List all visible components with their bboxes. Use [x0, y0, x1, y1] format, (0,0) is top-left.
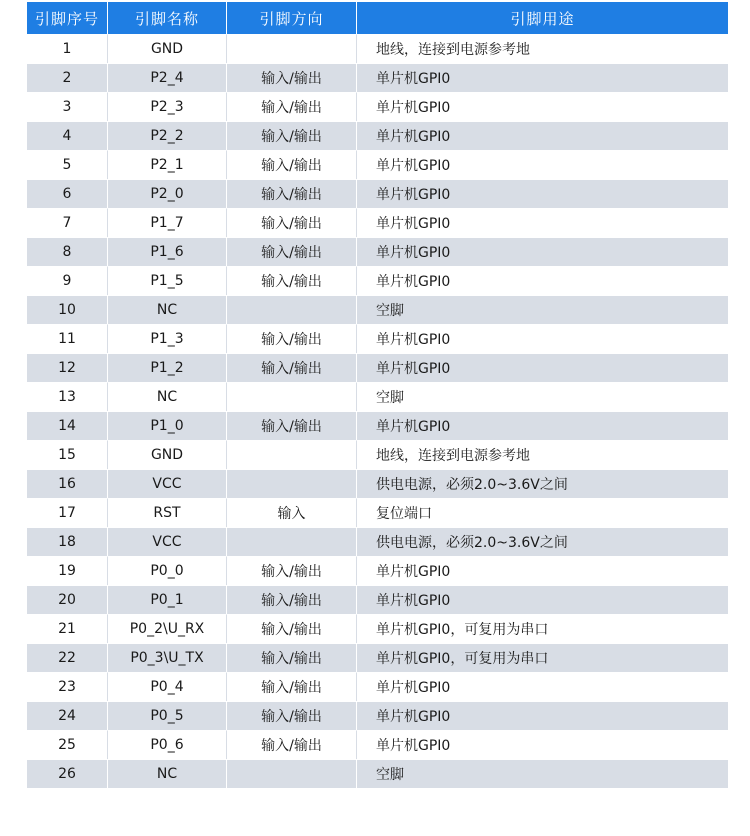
table-row	[27, 585, 728, 614]
table-header	[27, 2, 728, 34]
pin-name-cell: P0_0	[108, 556, 227, 585]
pin-number-cell: 1	[27, 34, 108, 63]
table-row	[27, 179, 728, 208]
pin-usage-cell: 单片机GPI0	[357, 63, 728, 92]
table-row	[27, 208, 728, 237]
pin-usage-cell: 空脚	[357, 295, 728, 324]
pin-name-cell: P1_2	[108, 353, 227, 382]
pin-direction-cell	[227, 34, 357, 63]
pin-name-cell: P1_0	[108, 411, 227, 440]
pin-direction-cell	[227, 295, 357, 324]
pin-usage-cell: 单片机GPI0	[357, 353, 728, 382]
pin-name-cell: P2_1	[108, 150, 227, 179]
pin-number-cell: 21	[27, 614, 108, 643]
pin-direction-cell: 输入/输出	[227, 730, 357, 759]
pin-usage-cell: 地线，连接到电源参考地	[357, 440, 728, 469]
header-row	[27, 2, 728, 34]
pin-number-cell: 17	[27, 498, 108, 527]
pin-usage-cell: 空脚	[357, 759, 728, 788]
pin-number-cell: 23	[27, 672, 108, 701]
pin-usage-cell: 单片机GPI0	[357, 730, 728, 759]
table-row	[27, 353, 728, 382]
table-row	[27, 643, 728, 672]
pin-usage-cell: 单片机GPI0	[357, 150, 728, 179]
pin-name-cell: P2_3	[108, 92, 227, 121]
pin-number-cell: 8	[27, 237, 108, 266]
pin-direction-cell: 输入/输出	[227, 150, 357, 179]
pin-usage-cell: 单片机GPI0，可复用为串口	[357, 614, 728, 643]
pin-name-cell: P0_6	[108, 730, 227, 759]
pin-direction-cell: 输入/输出	[227, 353, 357, 382]
table-row	[27, 759, 728, 788]
table-row	[27, 411, 728, 440]
pin-number-cell: 12	[27, 353, 108, 382]
pin-number-cell: 19	[27, 556, 108, 585]
pin-number-cell: 14	[27, 411, 108, 440]
pin-direction-cell: 输入/输出	[227, 585, 357, 614]
table-row	[27, 382, 728, 411]
pin-number-cell: 26	[27, 759, 108, 788]
pin-number-cell: 5	[27, 150, 108, 179]
pin-usage-cell: 单片机GPI0	[357, 672, 728, 701]
header-pin-usage: 引脚用途	[357, 2, 728, 34]
pin-name-cell: P1_7	[108, 208, 227, 237]
pin-name-cell: GND	[108, 440, 227, 469]
table-row	[27, 730, 728, 759]
pin-direction-cell	[227, 759, 357, 788]
pin-name-cell: P1_5	[108, 266, 227, 295]
pin-name-cell: P1_3	[108, 324, 227, 353]
pin-name-cell: P0_5	[108, 701, 227, 730]
pin-number-cell: 13	[27, 382, 108, 411]
table-row	[27, 266, 728, 295]
pin-usage-cell: 单片机GPI0	[357, 266, 728, 295]
pin-usage-cell: 单片机GPI0	[357, 179, 728, 208]
table-row	[27, 150, 728, 179]
pin-direction-cell: 输入	[227, 498, 357, 527]
pin-name-cell: P0_1	[108, 585, 227, 614]
pin-direction-cell: 输入/输出	[227, 92, 357, 121]
pin-direction-cell: 输入/输出	[227, 324, 357, 353]
pin-usage-cell: 供电电源，必须2.0~3.6V之间	[357, 527, 728, 556]
pin-direction-cell: 输入/输出	[227, 701, 357, 730]
pin-direction-cell: 输入/输出	[227, 63, 357, 92]
pin-number-cell: 22	[27, 643, 108, 672]
table-row	[27, 469, 728, 498]
table-row	[27, 324, 728, 353]
pin-definition-table	[27, 2, 728, 788]
pin-number-cell: 20	[27, 585, 108, 614]
pin-number-cell: 16	[27, 469, 108, 498]
pin-usage-cell: 空脚	[357, 382, 728, 411]
pin-direction-cell: 输入/输出	[227, 266, 357, 295]
pin-direction-cell: 输入/输出	[227, 179, 357, 208]
pin-usage-cell: 单片机GPI0	[357, 121, 728, 150]
pin-usage-cell: 单片机GPI0	[357, 585, 728, 614]
pin-usage-cell: 单片机GPI0	[357, 556, 728, 585]
pin-name-cell: P0_4	[108, 672, 227, 701]
pin-name-cell: VCC	[108, 469, 227, 498]
pin-usage-cell: 单片机GPI0	[357, 208, 728, 237]
pin-number-cell: 3	[27, 92, 108, 121]
pin-direction-cell: 输入/输出	[227, 672, 357, 701]
pin-direction-cell: 输入/输出	[227, 556, 357, 585]
pin-usage-cell: 单片机GPI0	[357, 324, 728, 353]
pin-direction-cell: 输入/输出	[227, 208, 357, 237]
pin-usage-cell: 单片机GPI0，可复用为串口	[357, 643, 728, 672]
pin-name-cell: GND	[108, 34, 227, 63]
table-row	[27, 237, 728, 266]
pin-usage-cell: 供电电源，必须2.0~3.6V之间	[357, 469, 728, 498]
table-row	[27, 498, 728, 527]
header-pin-name: 引脚名称	[108, 2, 227, 34]
pin-number-cell: 10	[27, 295, 108, 324]
pin-usage-cell: 单片机GPI0	[357, 411, 728, 440]
pin-number-cell: 6	[27, 179, 108, 208]
pin-name-cell: RST	[108, 498, 227, 527]
table-row	[27, 701, 728, 730]
pin-number-cell: 25	[27, 730, 108, 759]
pin-number-cell: 18	[27, 527, 108, 556]
table-row	[27, 63, 728, 92]
pin-name-cell: P1_6	[108, 237, 227, 266]
pin-direction-cell	[227, 440, 357, 469]
table-row	[27, 527, 728, 556]
pin-usage-cell: 地线，连接到电源参考地	[357, 34, 728, 63]
pin-number-cell: 9	[27, 266, 108, 295]
pin-usage-cell: 单片机GPI0	[357, 92, 728, 121]
pin-number-cell: 7	[27, 208, 108, 237]
pin-direction-cell: 输入/输出	[227, 121, 357, 150]
pin-name-cell: NC	[108, 759, 227, 788]
pin-name-cell: P0_3\U_TX	[108, 643, 227, 672]
table-row	[27, 440, 728, 469]
pin-number-cell: 24	[27, 701, 108, 730]
pin-direction-cell: 输入/输出	[227, 411, 357, 440]
pin-name-cell: P2_4	[108, 63, 227, 92]
pin-direction-cell	[227, 469, 357, 498]
table-row	[27, 614, 728, 643]
table-row	[27, 556, 728, 585]
pin-usage-cell: 单片机GPI0	[357, 701, 728, 730]
table-row	[27, 295, 728, 324]
pin-direction-cell: 输入/输出	[227, 614, 357, 643]
pin-usage-cell: 复位端口	[357, 498, 728, 527]
header-pin-number: 引脚序号	[27, 2, 108, 34]
pin-direction-cell: 输入/输出	[227, 643, 357, 672]
pin-name-cell: P0_2\U_RX	[108, 614, 227, 643]
pin-name-cell: P2_0	[108, 179, 227, 208]
table-row	[27, 672, 728, 701]
pin-name-cell: VCC	[108, 527, 227, 556]
pin-number-cell: 11	[27, 324, 108, 353]
pin-number-cell: 4	[27, 121, 108, 150]
table-row	[27, 121, 728, 150]
pin-name-cell: P2_2	[108, 121, 227, 150]
table-row	[27, 92, 728, 121]
pin-name-cell: NC	[108, 295, 227, 324]
pin-name-cell: NC	[108, 382, 227, 411]
pin-number-cell: 2	[27, 63, 108, 92]
table-row	[27, 34, 728, 63]
pin-direction-cell	[227, 527, 357, 556]
pin-direction-cell: 输入/输出	[227, 237, 357, 266]
header-pin-direction: 引脚方向	[227, 2, 357, 34]
pin-usage-cell: 单片机GPI0	[357, 237, 728, 266]
table-body	[27, 34, 728, 788]
pin-direction-cell	[227, 382, 357, 411]
pin-number-cell: 15	[27, 440, 108, 469]
